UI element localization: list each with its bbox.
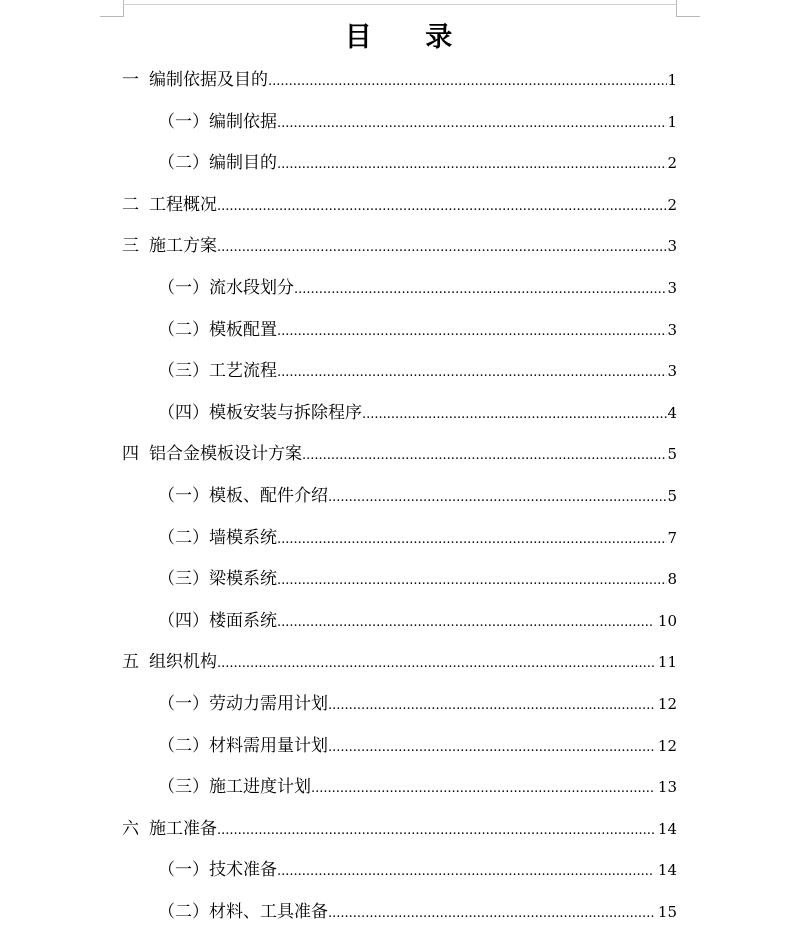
toc-entry-number: （一） — [158, 486, 209, 506]
toc-entry-page-number: 3 — [667, 320, 677, 339]
toc-entry[interactable] — [158, 476, 677, 516]
toc-dot-leader — [328, 894, 654, 934]
toc-dot-leader — [217, 811, 654, 851]
toc-entry-page-number: 8 — [667, 570, 677, 589]
toc-entry[interactable] — [158, 767, 677, 807]
toc-entry[interactable] — [158, 559, 677, 599]
toc-dot-leader — [268, 62, 667, 102]
toc-dot-leader — [328, 686, 654, 726]
toc-entry-title: 工艺流程 — [209, 361, 277, 382]
toc-dot-leader — [277, 561, 667, 601]
toc-entry-page-number: 5 — [667, 487, 677, 505]
toc-entry-title: 编制依据及目的 — [149, 70, 268, 90]
toc-entry-number: 六 — [122, 818, 139, 839]
toc-entry[interactable] — [122, 434, 677, 474]
toc-entry-number: （二） — [158, 902, 209, 922]
toc-entry-number: （二） — [158, 319, 209, 340]
toc-entry-page-number: 7 — [667, 528, 677, 547]
toc-entry[interactable] — [158, 726, 677, 766]
toc-entry[interactable] — [122, 60, 677, 100]
toc-entry-page-number: 11 — [657, 653, 677, 672]
toc-entry-page-number: 14 — [657, 819, 677, 838]
toc-entry-title: 流水段划分 — [209, 278, 294, 298]
toc-entry-number: （三） — [158, 361, 209, 382]
toc-dot-leader — [277, 145, 667, 185]
toc-entry-number: （三） — [158, 569, 209, 590]
toc-entry[interactable] — [122, 226, 677, 266]
toc-entry-page-number: 3 — [667, 237, 677, 256]
toc-entry-page-number: 14 — [657, 861, 677, 880]
toc-entry-title: 编制依据 — [209, 111, 277, 132]
toc-dot-leader — [277, 353, 667, 393]
toc-entry-title: 编制目的 — [209, 153, 277, 174]
toc-entry[interactable] — [158, 102, 677, 142]
toc-entry-number: 二 — [122, 194, 139, 215]
toc-entry-page-number: 2 — [667, 195, 677, 214]
page-corner-mark-right — [676, 0, 700, 17]
toc-entry[interactable] — [158, 892, 677, 932]
toc-entry[interactable] — [122, 185, 677, 225]
toc-entry-number: （二） — [158, 527, 209, 548]
toc-entry-title: 模板配置 — [209, 319, 277, 340]
toc-entry-title: 墙模系统 — [209, 527, 277, 548]
toc-entry-number: 四 — [122, 444, 139, 465]
toc-dot-leader — [277, 603, 654, 643]
toc-entry-number: （一） — [158, 694, 209, 714]
toc-entry-number: （一） — [158, 278, 209, 298]
toc-dot-leader — [362, 395, 667, 435]
toc-dot-leader — [302, 436, 667, 476]
toc-entry-page-number: 12 — [657, 695, 677, 713]
toc-entry[interactable] — [158, 601, 677, 641]
toc-dot-leader — [328, 728, 654, 768]
toc-entry-title: 施工进度计划 — [209, 777, 311, 798]
toc-dot-leader — [328, 478, 667, 518]
page-corner-mark-left — [100, 0, 124, 17]
toc-entry[interactable] — [158, 143, 677, 183]
toc-dot-leader — [277, 312, 667, 352]
page-top-rule — [123, 4, 676, 5]
toc-entry[interactable] — [158, 850, 677, 890]
toc-entry-page-number: 12 — [657, 736, 677, 755]
toc-entry-title: 楼面系统 — [209, 610, 277, 631]
toc-entry[interactable] — [158, 268, 677, 308]
toc-entry-number: （二） — [158, 735, 209, 756]
toc-entry-number: （一） — [158, 860, 209, 881]
toc-dot-leader — [217, 644, 654, 684]
toc-dot-leader — [277, 104, 667, 144]
toc-entry-page-number: 1 — [667, 112, 677, 131]
toc-entry-number: （四） — [158, 610, 209, 631]
toc-title: 目 录 — [344, 22, 475, 53]
toc-entry-title: 施工准备 — [149, 818, 217, 839]
toc-entry-title: 材料需用量计划 — [209, 735, 328, 756]
toc-entry-title: 工程概况 — [149, 194, 217, 215]
toc-entry[interactable] — [158, 684, 677, 724]
toc-entry-page-number: 4 — [667, 403, 677, 422]
toc-entry-title: 施工方案 — [149, 236, 217, 257]
toc-entry-page-number: 10 — [657, 611, 677, 630]
toc-dot-leader — [277, 852, 654, 892]
toc-entry[interactable] — [158, 351, 677, 391]
toc-entry-page-number: 3 — [667, 362, 677, 381]
toc-entry[interactable] — [158, 518, 677, 558]
toc-entry-page-number: 3 — [667, 279, 677, 297]
toc-entry-title: 梁模系统 — [209, 569, 277, 590]
toc-entry-title: 技术准备 — [209, 860, 277, 881]
toc-dot-leader — [277, 520, 667, 560]
toc-entry-number: （二） — [158, 153, 209, 174]
toc-entry-title: 铝合金模板设计方案 — [149, 444, 302, 465]
toc-entry-title: 材料、工具准备 — [209, 902, 328, 922]
toc-entry-page-number: 13 — [657, 778, 677, 797]
toc-entry-page-number: 5 — [667, 445, 677, 464]
toc-entry-number: 三 — [122, 236, 139, 257]
toc-dot-leader — [217, 228, 667, 268]
toc-dot-leader — [217, 187, 667, 227]
toc-entry[interactable] — [158, 393, 677, 433]
toc-dot-leader — [311, 769, 654, 809]
toc-entry-page-number: 15 — [657, 903, 677, 921]
toc-entry-page-number: 1 — [667, 71, 677, 89]
toc-entry-number: （四） — [158, 402, 209, 423]
toc-entry-number: （三） — [158, 777, 209, 798]
toc-entry-number: 五 — [122, 652, 139, 673]
toc-entry[interactable] — [122, 809, 677, 849]
toc-dot-leader — [294, 270, 667, 310]
toc-entry-title: 模板安装与拆除程序 — [209, 402, 362, 423]
toc-entry-number: （一） — [158, 111, 209, 132]
toc-entry[interactable] — [158, 310, 677, 350]
toc-entry-title: 劳动力需用计划 — [209, 694, 328, 714]
toc-entry-number: 一 — [122, 70, 139, 90]
toc-entry[interactable] — [122, 642, 677, 682]
toc-entry-title: 组织机构 — [149, 652, 217, 673]
toc-entry-page-number: 2 — [667, 154, 677, 173]
toc-entry-title: 模板、配件介绍 — [209, 486, 328, 506]
